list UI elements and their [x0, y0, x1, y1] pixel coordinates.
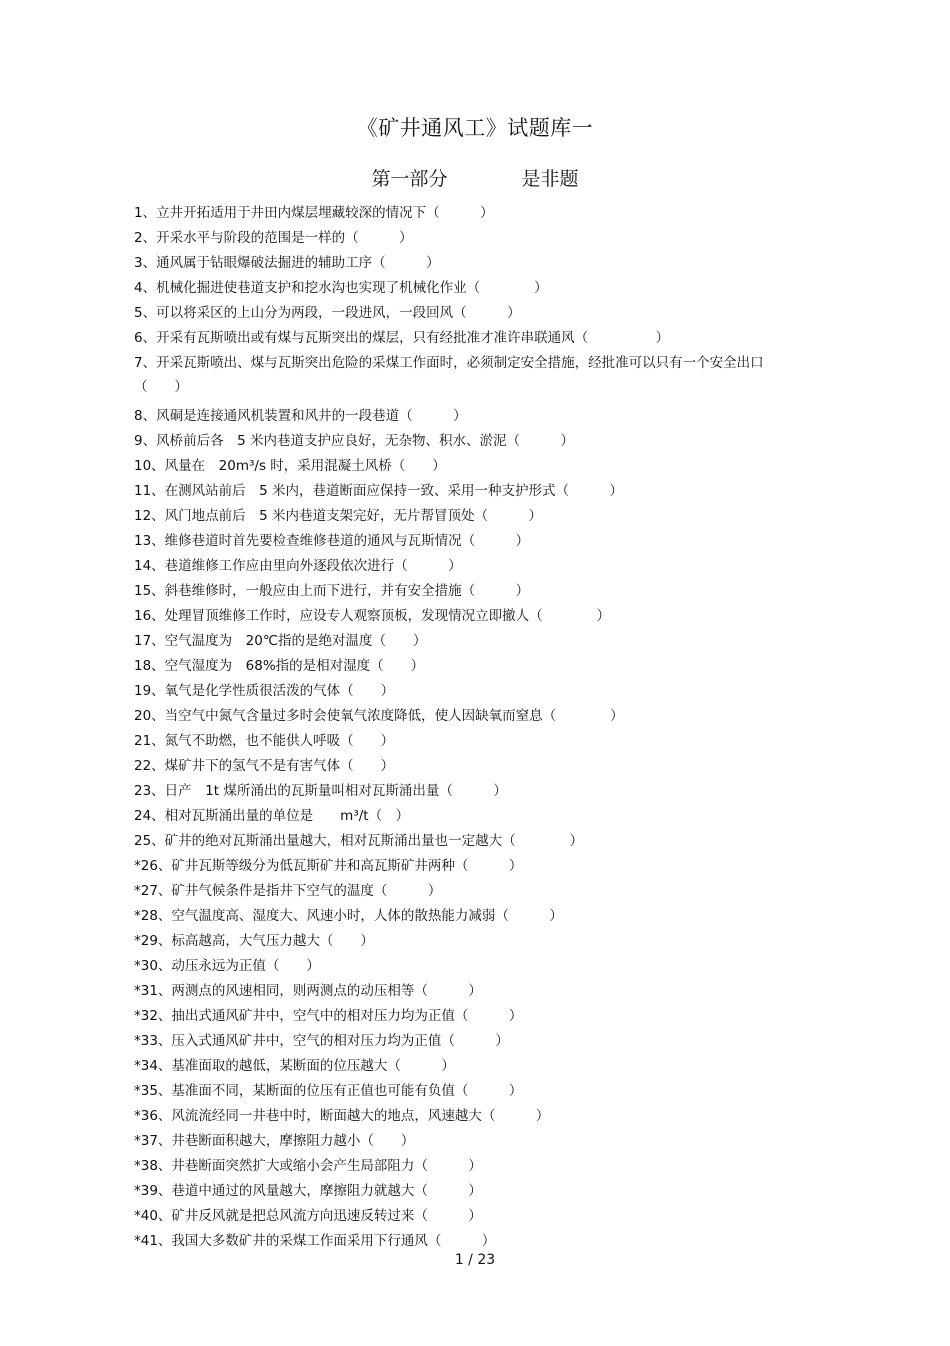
document-title: 《矿井通风工》试题库一: [356, 116, 594, 140]
question-item: *36、风流流经同一井巷中时，断面越大的地点，风速越大（ ）: [134, 1108, 550, 1124]
question-item: 14、巷道维修工作应由里向外逐段依次进行（ ）: [134, 558, 462, 574]
question-item: *26、矿井瓦斯等级分为低瓦斯矿井和高瓦斯矿井两种（ ）: [134, 858, 523, 874]
question-item: *31、两测点的风速相同，则两测点的动压相等（ ）: [134, 983, 482, 999]
question-item: 11、在测风站前后 5 米内，巷道断面应保持一致、采用一种支护形式（ ）: [134, 483, 624, 499]
question-item: 1、立井开拓适用于井田内煤层埋藏较深的情况下（ ）: [134, 205, 494, 221]
question-item: 23、日产 1t 煤所涌出的瓦斯量叫相对瓦斯涌出量（ ）: [134, 783, 507, 799]
question-item: *30、动压永远为正值（ ）: [134, 958, 320, 974]
question-item: 18、空气湿度为 68%指的是相对湿度（ ）: [134, 658, 425, 674]
question-item: *33、压入式通风矿井中，空气的相对压力均为正值（ ）: [134, 1033, 509, 1049]
question-item: 17、空气温度为 20℃指的是绝对温度（ ）: [134, 633, 427, 649]
question-item: 10、风量在 20m³/s 时，采用混凝土风桥（ ）: [134, 458, 446, 474]
question-item: 5、可以将采区的上山分为两段，一段进风，一段回风（ ）: [134, 305, 521, 321]
question-item: *41、我国大多数矿井的采煤工作面采用下行通风（ ）: [134, 1233, 496, 1249]
question-item: 4、机械化掘进使巷道支护和挖水沟也实现了机械化作业（ ）: [134, 280, 548, 296]
question-list: [134, 202, 764, 1255]
question-item: 20、当空气中氮气含量过多时会使氧气浓度降低，使人因缺氧而窒息（ ）: [134, 708, 624, 724]
question-item: 21、氮气不助燃，也不能供人呼吸（ ）: [134, 733, 395, 749]
section-type-label: 是非题: [521, 168, 579, 190]
question-item: 12、风门地点前后 5 米内巷道支架完好，无片帮冒顶处（ ）: [134, 508, 543, 524]
question-item: 7、开采瓦斯喷出、煤与瓦斯突出危险的采煤工作面时，必须制定安全措施，经批准可以只有一个安全出口（ ）: [134, 355, 764, 395]
question-item: *39、巷道中通过的风量越大，摩擦阻力就越大（ ）: [134, 1183, 482, 1199]
section-heading: [0, 164, 950, 191]
question-item: *28、空气温度高、湿度大、风速小时，人体的散热能力减弱（ ）: [134, 908, 563, 924]
question-item: *32、抽出式通风矿井中，空气中的相对压力均为正值（ ）: [134, 1008, 523, 1024]
page-number: 1 / 23: [454, 1252, 496, 1268]
question-item: 19、氧气是化学性质很活泼的气体（ ）: [134, 683, 395, 699]
question-item: *29、标高越高，大气压力越大（ ）: [134, 933, 374, 949]
question-item: 9、风桥前后各 5 米内巷道支护应良好，无杂物、积水、淤泥（ ）: [134, 433, 574, 449]
question-item: 6、开采有瓦斯喷出或有煤与瓦斯突出的煤层，只有经批准才准许串联通风（ ）: [134, 330, 670, 346]
question-item: 13、维修巷道时首先要检查维修巷道的通风与瓦斯情况（ ）: [134, 533, 530, 549]
question-item: *27、矿井气候条件是指井下空气的温度（ ）: [134, 883, 442, 899]
question-item: *40、矿井反风就是把总风流方向迅速反转过来（ ）: [134, 1208, 482, 1224]
question-item: 8、风硐是连接通风机装置和风井的一段巷道（ ）: [134, 408, 467, 424]
question-item: 2、开采水平与阶段的范围是一样的（ ）: [134, 230, 413, 246]
question-item: *37、井巷断面积越大，摩擦阻力越小（ ）: [134, 1133, 415, 1149]
question-item: 15、斜巷维修时，一般应由上而下进行，并有安全措施（ ）: [134, 583, 530, 599]
question-item: 22、煤矿井下的氢气不是有害气体（ ）: [134, 758, 395, 774]
question-item: 24、相对瓦斯涌出量的单位是 m³/t（ ）: [134, 808, 410, 824]
question-item: 25、矿井的绝对瓦斯涌出量越大，相对瓦斯涌出量也一定越大（ ）: [134, 833, 584, 849]
question-item: *38、井巷断面突然扩大或缩小会产生局部阻力（ ）: [134, 1158, 482, 1174]
question-item: 16、处理冒顶维修工作时，应设专人观察顶板，发现情况立即撤人（ ）: [134, 608, 611, 624]
question-item: *34、基准面取的越低，某断面的位压越大（ ）: [134, 1058, 455, 1074]
question-item: *35、基准面不同，某断面的位压有正值也可能有负值（ ）: [134, 1083, 523, 1099]
question-item: 3、通风属于钻眼爆破法掘进的辅助工序（ ）: [134, 255, 440, 271]
section-part-label: 第一部分: [371, 168, 448, 190]
